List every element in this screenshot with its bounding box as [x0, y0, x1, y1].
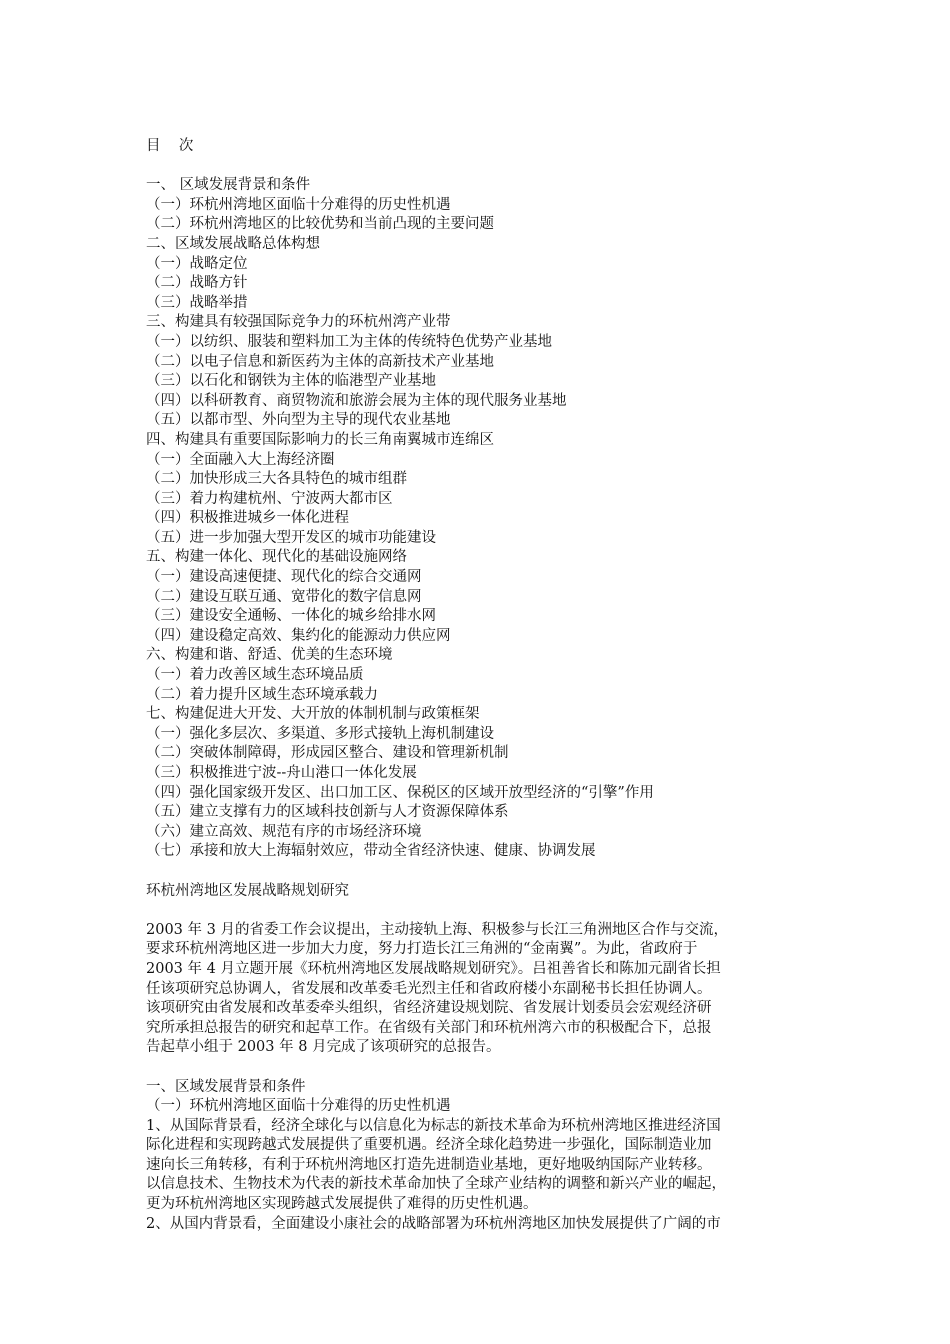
toc-item: （一）环杭州湾地区面临十分难得的历史性机遇	[146, 196, 451, 213]
toc-item: （五）进一步加强大型开发区的城市功能建设	[146, 529, 436, 546]
toc-item: （四）以科研教育、商贸物流和旅游会展为主体的现代服务业基地	[146, 392, 567, 409]
paragraph-line: 更为环杭州湾地区实现跨越式发展提供了难得的历史性机遇。	[146, 1196, 538, 1213]
toc-item: （四）积极推进城乡一体化进程	[146, 510, 349, 527]
toc-item: 四、构建具有重要国际影响力的长三角南翼城市连绵区	[146, 431, 494, 448]
paragraph-line: 要求环杭州湾地区进一步加大力度，努力打造长江三角洲的“金南翼”。为此，省政府于	[146, 941, 698, 958]
toc-item: （五）以都市型、外向型为主导的现代农业基地	[146, 412, 451, 429]
toc-item: （二）突破体制障碍，形成园区整合、建设和管理新机制	[146, 745, 509, 762]
toc-item: （三）战略举措	[146, 294, 248, 311]
toc-item: （四）建设稳定高效、集约化的能源动力供应网	[146, 627, 451, 644]
toc-item: （二）着力提升区域生态环境承载力	[146, 686, 378, 703]
paragraph-line: 1、从国际背景看，经济全球化与以信息化为标志的新技术革命为环杭州湾地区推进经济国	[146, 1117, 721, 1134]
toc-item: （六）建立高效、规范有序的市场经济环境	[146, 823, 422, 840]
toc-item: （一）战略定位	[146, 255, 248, 272]
subsection-heading: （一）环杭州湾地区面临十分难得的历史性机遇	[146, 1098, 451, 1115]
paragraph-line: 速向长三角转移，有利于环杭州湾地区打造先进制造业基地，更好地吸纳国际产业转移。	[146, 1156, 712, 1173]
spacer	[146, 157, 814, 177]
toc-item: （二）以电子信息和新医药为主体的高新技术产业基地	[146, 353, 494, 370]
section-heading: 一、区域发展背景和条件	[146, 1078, 306, 1095]
toc-item: （三）积极推进宁波--舟山港口一体化发展	[146, 765, 417, 781]
intro-paragraph	[146, 921, 814, 1058]
toc-heading: 目 次	[146, 138, 194, 154]
paragraph-line: 2003 年 4 月立题开展《环杭州湾地区发展战略规划研究》。吕祖善省长和陈加元副省长担	[146, 960, 721, 977]
document-page	[146, 137, 814, 1234]
toc-item: （五）建立支撑有力的区域科技创新与人才资源保障体系	[146, 804, 509, 821]
toc-item: 六、构建和谐、舒适、优美的生态环境	[146, 647, 393, 664]
toc-item: （一）强化多层次、多渠道、多形式接轨上海机制建设	[146, 725, 494, 742]
toc-item: 三、构建具有较强国际竞争力的环杭州湾产业带	[146, 314, 451, 331]
toc-item: 五、构建一体化、现代化的基础设施网络	[146, 549, 407, 566]
toc-item: （一）全面融入大上海经济圈	[146, 451, 335, 468]
paragraph-line: 究所承担总报告的研究和起草工作。在省级有关部门和环杭州湾六市的积极配合下，总报	[146, 1019, 712, 1036]
report-title: 环杭州湾地区发展战略规划研究	[146, 882, 349, 899]
paragraph-line: 2003 年 3 月的省委工作会议提出，主动接轨上海、积极参与长江三角洲地区合作与交流，	[146, 921, 728, 938]
toc-item: （二）加快形成三大各具特色的城市组群	[146, 471, 407, 488]
toc-item: （二）环杭州湾地区的比较优势和当前凸现的主要问题	[146, 216, 494, 233]
toc-item: （二）战略方针	[146, 275, 248, 292]
spacer	[146, 862, 814, 882]
spacer	[146, 901, 814, 921]
toc-item: （一）以纺织、服装和塑料加工为主体的传统特色优势产业基地	[146, 333, 552, 350]
toc-item: （二）建设互联互通、宽带化的数字信息网	[146, 588, 422, 605]
toc-item: （七）承接和放大上海辐射效应，带动全省经济快速、健康、协调发展	[146, 843, 596, 860]
spacer	[146, 1058, 814, 1078]
paragraph-line: 该项研究由省发展和改革委牵头组织，省经济建设规划院、省发展计划委员会宏观经济研	[146, 1000, 712, 1017]
toc-item: （三）以石化和钢铁为主体的临港型产业基地	[146, 373, 436, 390]
paragraph-line: 任该项研究总协调人，省发展和改革委毛光烈主任和省政府楼小东副秘书长担任协调人。	[146, 980, 712, 997]
toc-item: 一、 区域发展背景和条件	[146, 177, 311, 194]
paragraph-line: 以信息技术、生物技术为代表的新技术革命加快了全球产业结构的调整和新兴产业的崛起，	[146, 1176, 726, 1193]
table-of-contents	[146, 176, 814, 862]
body-paragraph	[146, 1117, 814, 1235]
paragraph-line: 告起草小组于 2003 年 8 月完成了该项研究的总报告。	[146, 1039, 501, 1056]
toc-item: （三）着力构建杭州、宁波两大都市区	[146, 490, 393, 507]
paragraph-line: 际化进程和实现跨越式发展提供了重要机遇。经济全球化趋势进一步强化，国际制造业加	[146, 1137, 712, 1154]
toc-item: （四）强化国家级开发区、出口加工区、保税区的区域开放型经济的“引擎”作用	[146, 784, 654, 801]
paragraph-line: 2、从国内背景看，全面建设小康社会的战略部署为环杭州湾地区加快发展提供了广阔的市	[146, 1215, 721, 1232]
toc-item: 二、区域发展战略总体构想	[146, 235, 320, 252]
toc-item: （三）建设安全通畅、一体化的城乡给排水网	[146, 608, 436, 625]
toc-item: 七、构建促进大开发、大开放的体制机制与政策框架	[146, 706, 480, 723]
toc-item: （一）建设高速便捷、现代化的综合交通网	[146, 569, 422, 586]
toc-item: （一）着力改善区域生态环境品质	[146, 667, 364, 684]
